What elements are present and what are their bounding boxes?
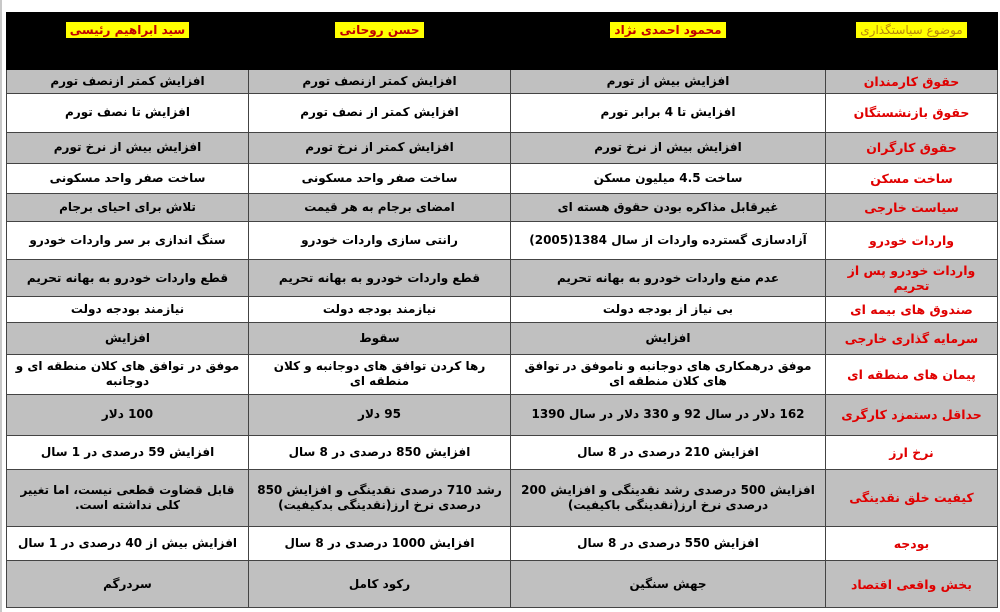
comparison-table xyxy=(6,12,998,608)
ahmadinejad-cell: افزایش تا 4 برابر تورم xyxy=(511,94,826,133)
topic-cell: سرمایه گذاری خارجی xyxy=(826,323,998,354)
header-ahmadinejad: محمود احمدی نژاد xyxy=(610,22,725,38)
raisi-cell: نیازمند بودجه دولت xyxy=(7,296,249,322)
ahmadinejad-cell: آزادسازی گسترده واردات از سال 1384(2005) xyxy=(511,221,826,260)
rouhani-cell: رانتی سازی واردات خودرو xyxy=(249,221,511,260)
table-row xyxy=(7,260,998,296)
ahmadinejad-cell: ساخت 4.5 میلیون مسکن xyxy=(511,164,826,194)
raisi-cell: افزایش تا نصف تورم xyxy=(7,94,249,133)
left-ruler xyxy=(0,0,2,612)
topic-cell: نرخ ارز xyxy=(826,435,998,469)
rouhani-cell: ساخت صفر واحد مسکونی xyxy=(249,164,511,194)
rouhani-cell: افزایش کمتر از نصف تورم xyxy=(249,94,511,133)
table-row xyxy=(7,395,998,436)
header-topic-cell xyxy=(826,13,998,70)
table-row xyxy=(7,194,998,221)
header-rouhani: حسن روحانی xyxy=(335,22,423,38)
table-row xyxy=(7,221,998,260)
raisi-cell: ساخت صفر واحد مسکونی xyxy=(7,164,249,194)
rouhani-cell: افزایش 1000 درصدی در 8 سال xyxy=(249,526,511,560)
rouhani-cell: رکود کامل xyxy=(249,561,511,608)
rouhani-cell: رها کردن توافق های دوجانبه و کلان منطقه ای xyxy=(249,354,511,395)
rouhani-cell: نیازمند بودجه دولت xyxy=(249,296,511,322)
rouhani-cell: قطع واردات خودرو به بهانه تحریم xyxy=(249,260,511,296)
ahmadinejad-cell: عدم منع واردات خودرو به بهانه تحریم xyxy=(511,260,826,296)
rouhani-cell: 95 دلار xyxy=(249,395,511,436)
topic-cell: سیاست خارجی xyxy=(826,194,998,221)
topic-cell: واردات خودرو پس از تحریم xyxy=(826,260,998,296)
table-row xyxy=(7,69,998,93)
ahmadinejad-cell: 162 دلار در سال 92 و 330 دلار در سال 1390 xyxy=(511,395,826,436)
ahmadinejad-cell: افزایش xyxy=(511,323,826,354)
rouhani-cell: سقوط xyxy=(249,323,511,354)
raisi-cell: سنگ اندازی بر سر واردات خودرو xyxy=(7,221,249,260)
topic-cell: پیمان های منطقه ای xyxy=(826,354,998,395)
header-row xyxy=(7,13,998,70)
table-row xyxy=(7,132,998,163)
raisi-cell: تلاش برای احیای برجام xyxy=(7,194,249,221)
table-row xyxy=(7,526,998,560)
rouhani-cell: افزایش کمتر از نرخ تورم xyxy=(249,132,511,163)
raisi-cell: افزایش بیش از 40 درصدی در 1 سال xyxy=(7,526,249,560)
raisi-cell: افزایش 59 درصدی در 1 سال xyxy=(7,435,249,469)
ahmadinejad-cell: افزایش بیش از تورم xyxy=(511,69,826,93)
topic-cell: بودجه xyxy=(826,526,998,560)
ahmadinejad-cell: جهش سنگین xyxy=(511,561,826,608)
table-row xyxy=(7,94,998,133)
header-rouhani-cell xyxy=(249,13,511,70)
ahmadinejad-cell: افزایش 500 درصدی رشد نقدینگی و افزایش 200 درصدی نرخ ارز(نقدینگی باکیفیت) xyxy=(511,470,826,527)
raisi-cell: افزایش کمتر ازنصف تورم xyxy=(7,69,249,93)
raisi-cell: قابل قضاوت قطعی نیست، اما تغییر کلی نداشته است. xyxy=(7,470,249,527)
table-row xyxy=(7,470,998,527)
raisi-cell: افزایش بیش از نرخ تورم xyxy=(7,132,249,163)
raisi-cell: سردرگم xyxy=(7,561,249,608)
raisi-cell: 100 دلار xyxy=(7,395,249,436)
topic-cell: حقوق کارمندان xyxy=(826,69,998,93)
topic-cell: حداقل دستمزد کارگری xyxy=(826,395,998,436)
ahmadinejad-cell: موفق درهمکاری های دوجانبه و ناموفق در توافق های کلان منطقه ای xyxy=(511,354,826,395)
raisi-cell: موفق در توافق های کلان منطقه ای و دوجانبه xyxy=(7,354,249,395)
table-row xyxy=(7,561,998,608)
ahmadinejad-cell: افزایش 550 درصدی در 8 سال xyxy=(511,526,826,560)
raisi-cell: قطع واردات خودرو به بهانه تحریم xyxy=(7,260,249,296)
ahmadinejad-cell: افزایش بیش از نرخ تورم xyxy=(511,132,826,163)
topic-cell: صندوق های بیمه ای xyxy=(826,296,998,322)
header-topic: موضوع سیاستگذاری xyxy=(856,22,966,38)
topic-cell: بخش واقعی اقتصاد xyxy=(826,561,998,608)
topic-cell: حقوق کارگران xyxy=(826,132,998,163)
table-row xyxy=(7,296,998,322)
rouhani-cell: رشد 710 درصدی نقدینگی و افزایش 850 درصدی نرخ ارز(نقدینگی بدکیفیت) xyxy=(249,470,511,527)
top-margin xyxy=(0,0,1000,12)
topic-cell: ساخت مسکن xyxy=(826,164,998,194)
ahmadinejad-cell: افزایش 210 درصدی در 8 سال xyxy=(511,435,826,469)
raisi-cell: افزایش xyxy=(7,323,249,354)
table-row xyxy=(7,354,998,395)
header-ahmadinejad-cell xyxy=(511,13,826,70)
rouhani-cell: امضای برجام به هر قیمت xyxy=(249,194,511,221)
ahmadinejad-cell: غیرقابل مذاکره بودن حقوق هسته ای xyxy=(511,194,826,221)
rouhani-cell: افزایش 850 درصدی در 8 سال xyxy=(249,435,511,469)
table-row xyxy=(7,435,998,469)
topic-cell: کیفیت خلق نقدینگی xyxy=(826,470,998,527)
topic-cell: حقوق بازنشستگان xyxy=(826,94,998,133)
header-raisi-cell xyxy=(7,13,249,70)
header-raisi: سید ابراهیم رئیسی xyxy=(66,22,189,38)
table-row xyxy=(7,323,998,354)
table-row xyxy=(7,164,998,194)
rouhani-cell: افزایش کمتر ازنصف تورم xyxy=(249,69,511,93)
topic-cell: واردات خودرو xyxy=(826,221,998,260)
ahmadinejad-cell: بی نیاز از بودجه دولت xyxy=(511,296,826,322)
